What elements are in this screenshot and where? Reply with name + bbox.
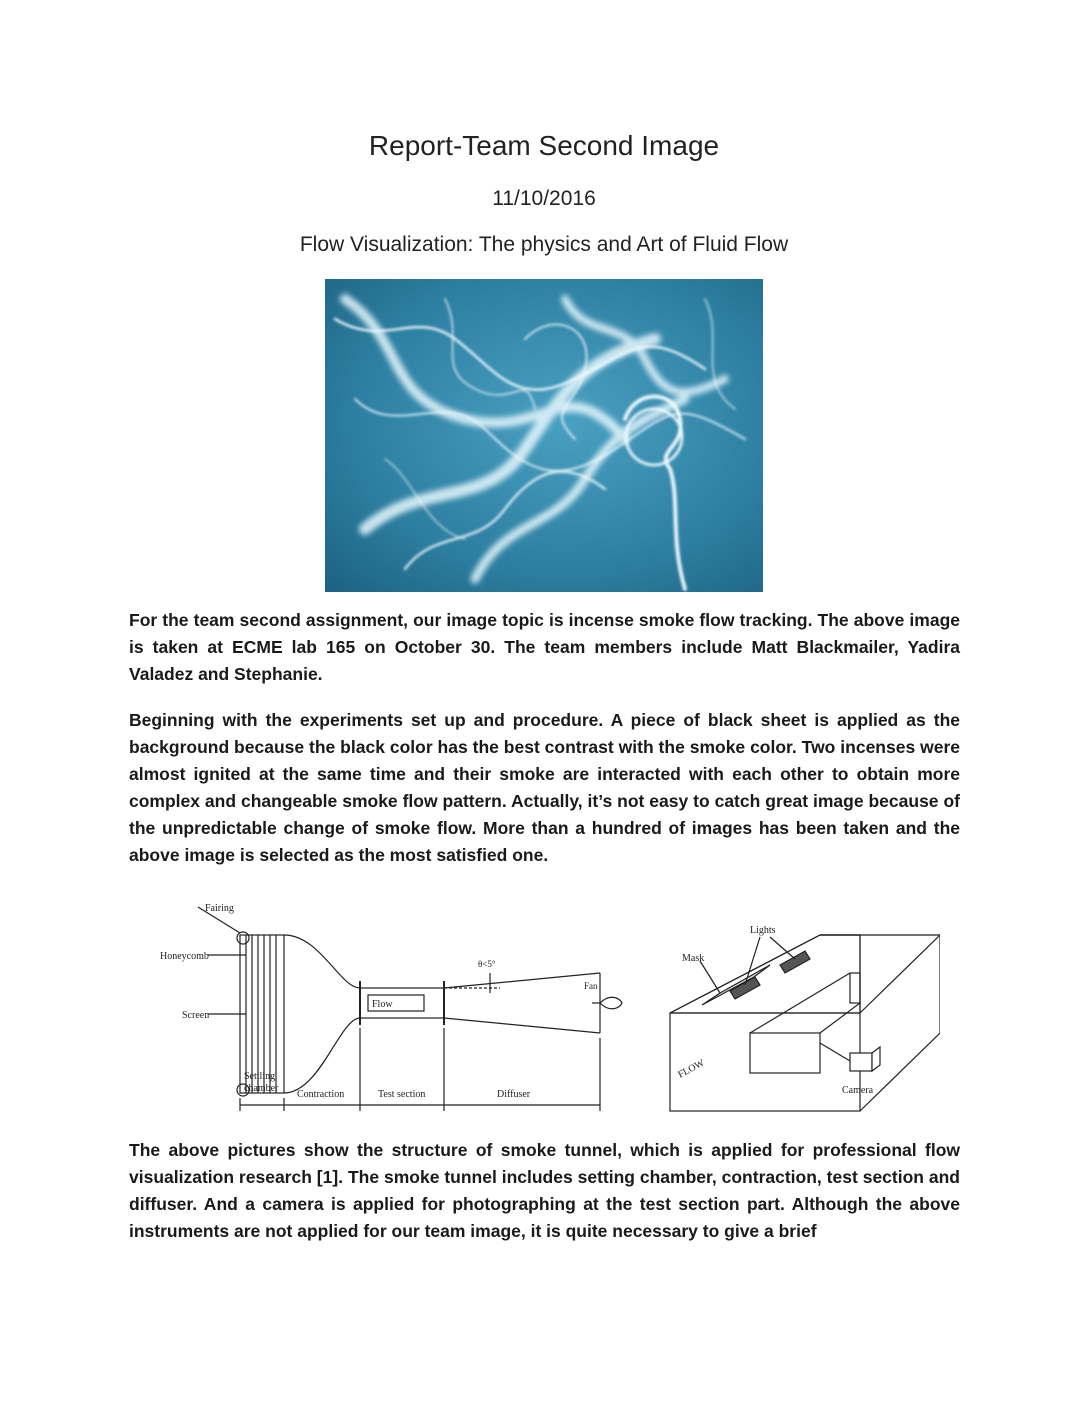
label-test-section: Test section bbox=[378, 1089, 426, 1100]
label-diffuser: Diffuser bbox=[497, 1089, 531, 1100]
label-honeycomb: Honeycomb bbox=[160, 951, 209, 962]
document-title: Report-Team Second Image bbox=[368, 130, 720, 161]
label-contraction: Contraction bbox=[297, 1089, 345, 1100]
label-fairing: Fairing bbox=[205, 903, 234, 914]
label-flow-side: FLOW bbox=[676, 1057, 707, 1081]
label-chamber: chamber bbox=[244, 1083, 279, 1094]
paragraph-procedure: Beginning with the experiments set up and procedure. A piece of black sheet is applied as the background because the black color has the best contrast with the smoke color. Two incenses were almost ignited at the same time and their smoke are interacted with each other to obtain more complex and changeable smoke flow pattern. Actually, it’s not easy to catch great image because of the unpredictable change of smoke flow. More than a hundred of images has been taken and the above image is selected as the most satisfied one. bbox=[129, 710, 960, 865]
test-section-3d-view bbox=[670, 935, 940, 1111]
label-camera: Camera bbox=[842, 1085, 874, 1096]
smoke-photo-image bbox=[325, 279, 763, 592]
label-mask: Mask bbox=[682, 953, 705, 964]
label-lights: Lights bbox=[750, 925, 776, 936]
label-screen: Screen bbox=[182, 1010, 210, 1021]
smoke-photo bbox=[325, 279, 763, 592]
document-date: 11/10/2016 bbox=[492, 187, 596, 210]
label-flow: Flow bbox=[372, 999, 393, 1010]
paragraph-smoke-tunnel: The above pictures show the structure of smoke tunnel, which is applied for professional flow visualization research [1]. The smoke tunnel includes setting chamber, contraction, test section and diffuser. And a camera is applied for photographing at the test section part. Although the above instruments are not applied for our team image, it is quite necessary to give a brief bbox=[129, 1140, 960, 1241]
label-angle: θ<5° bbox=[478, 959, 496, 969]
label-settling: Settling bbox=[244, 1071, 276, 1082]
document-subtitle: Flow Visualization: The physics and Art of Fluid Flow bbox=[299, 233, 789, 256]
paragraph-topic: For the team second assignment, our image topic is incense smoke flow tracking. The above image is taken at ECME lab 165 on October 30. The team members include Matt Blackmailer, Yadira Valadez and Stephanie. bbox=[129, 610, 960, 684]
label-fan: Fan bbox=[584, 981, 598, 991]
smoke-tunnel-diagram bbox=[160, 893, 940, 1123]
